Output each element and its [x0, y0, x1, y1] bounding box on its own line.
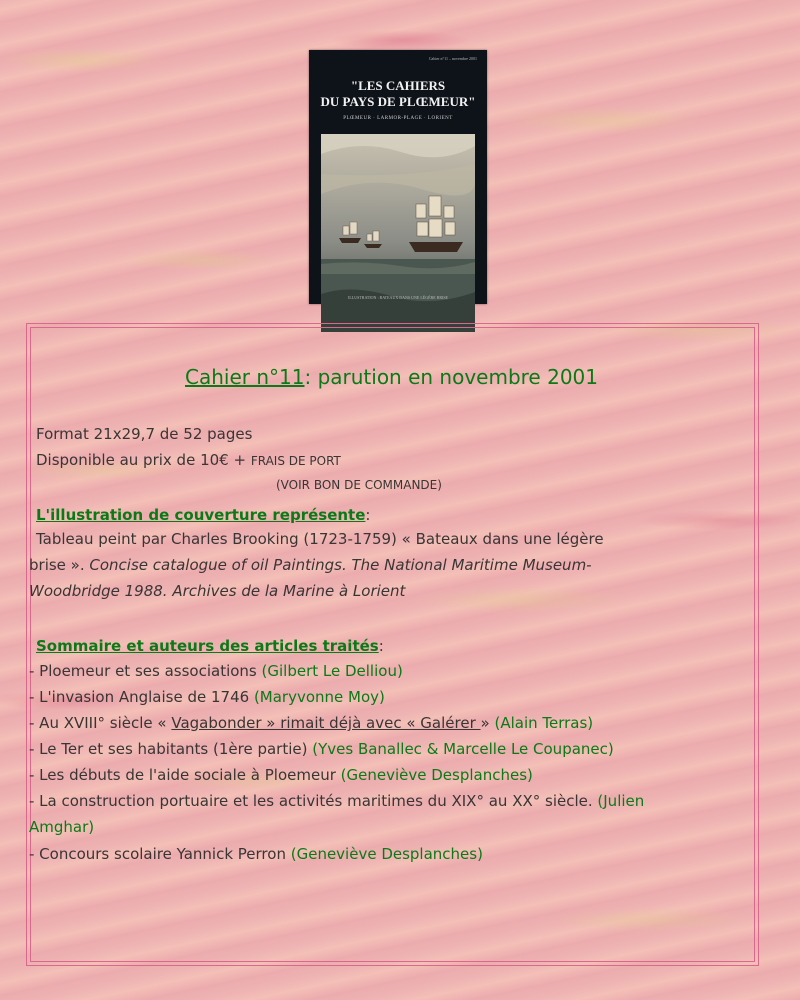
book-cover-image [309, 50, 487, 304]
page-title [0, 365, 783, 389]
shipping-text: FRAIS DE PORT [250, 454, 341, 468]
cover-painting [321, 134, 475, 332]
title-issue-number: Cahier n°11 [185, 365, 305, 389]
illustration-line-3: Woodbridge 1988. Archives de la Marine à Lorient [29, 582, 406, 600]
cover-subtitle: PLŒMEUR · LARMOR-PLAGE · LORIENT [343, 116, 453, 121]
illustration-line-2-italic: Concise catalogue of oil Paintings. The National Maritime Museum- [89, 556, 592, 574]
illustration-line-2-plain: brise ». [29, 556, 90, 574]
article-title: - La construction portuaire et les activités maritimes du XIX° au XX° siècle. [29, 792, 598, 810]
article-title: - Concours scolaire Yannick Perron [29, 845, 291, 863]
article-author: (Gilbert Le Delliou) [261, 662, 403, 680]
article-title: - L'invasion Anglaise de 1746 [29, 688, 254, 706]
article-author: (Geneviève Desplanches) [340, 766, 533, 784]
list-item [29, 662, 403, 680]
cover-title: "LES CAHIERS DU PAYS DE PLŒMEUR" [320, 78, 476, 109]
article-author: (Yves Banallec & Marcelle Le Coupanec) [312, 740, 614, 758]
summary-colon: : [378, 637, 384, 655]
list-item [29, 792, 644, 810]
cover-footer: ILLUSTRATION : BATEAUX DANS UNE LÉGÈRE BRISE [348, 295, 448, 300]
summary-heading: Sommaire et auteurs des articles traités [36, 637, 379, 655]
ship-painting-illustration [321, 134, 475, 332]
article-title: - Le Ter et ses habitants (1ère partie) [29, 740, 313, 758]
article-title-underlined: Vagabonder » rimait déjà avec « Galérer [171, 714, 481, 732]
illustration-colon: : [365, 506, 371, 524]
summary-heading-line [36, 637, 384, 655]
article-title: - Ploemeur et ses associations [29, 662, 262, 680]
list-item [29, 766, 533, 784]
cover-top-text: Cahier n°11 – novembre 2001 [428, 56, 477, 61]
list-item [29, 714, 593, 732]
article-author: (Alain Terras) [494, 714, 594, 732]
illustration-heading: L'illustration de couverture représente [36, 506, 366, 524]
price-line [36, 451, 341, 469]
article-author: (Julien [597, 792, 645, 810]
illustration-line-2 [29, 556, 592, 574]
illustration-line-1: Tableau peint par Charles Brooking (1723-1759) « Bateaux dans une légère [36, 530, 604, 548]
order-form-note: (VOIR BON DE COMMANDE) [276, 478, 442, 492]
list-item [29, 845, 483, 863]
article-title-prefix: - Au XVIII° siècle « [29, 714, 172, 732]
price-text: Disponible au prix de 10€ + [36, 451, 251, 469]
article-title: - Les débuts de l'aide sociale à Ploemeur [29, 766, 341, 784]
list-item [29, 688, 385, 706]
illustration-heading-line [36, 506, 370, 524]
article-author: (Geneviève Desplanches) [290, 845, 483, 863]
article-author-continued: Amghar) [29, 818, 95, 836]
format-line: Format 21x29,7 de 52 pages [36, 425, 253, 443]
title-release-date: : parution en novembre 2001 [304, 365, 598, 389]
article-author: (Maryvonne Moy) [253, 688, 385, 706]
list-item [29, 740, 614, 758]
article-title-suffix: » [480, 714, 495, 732]
